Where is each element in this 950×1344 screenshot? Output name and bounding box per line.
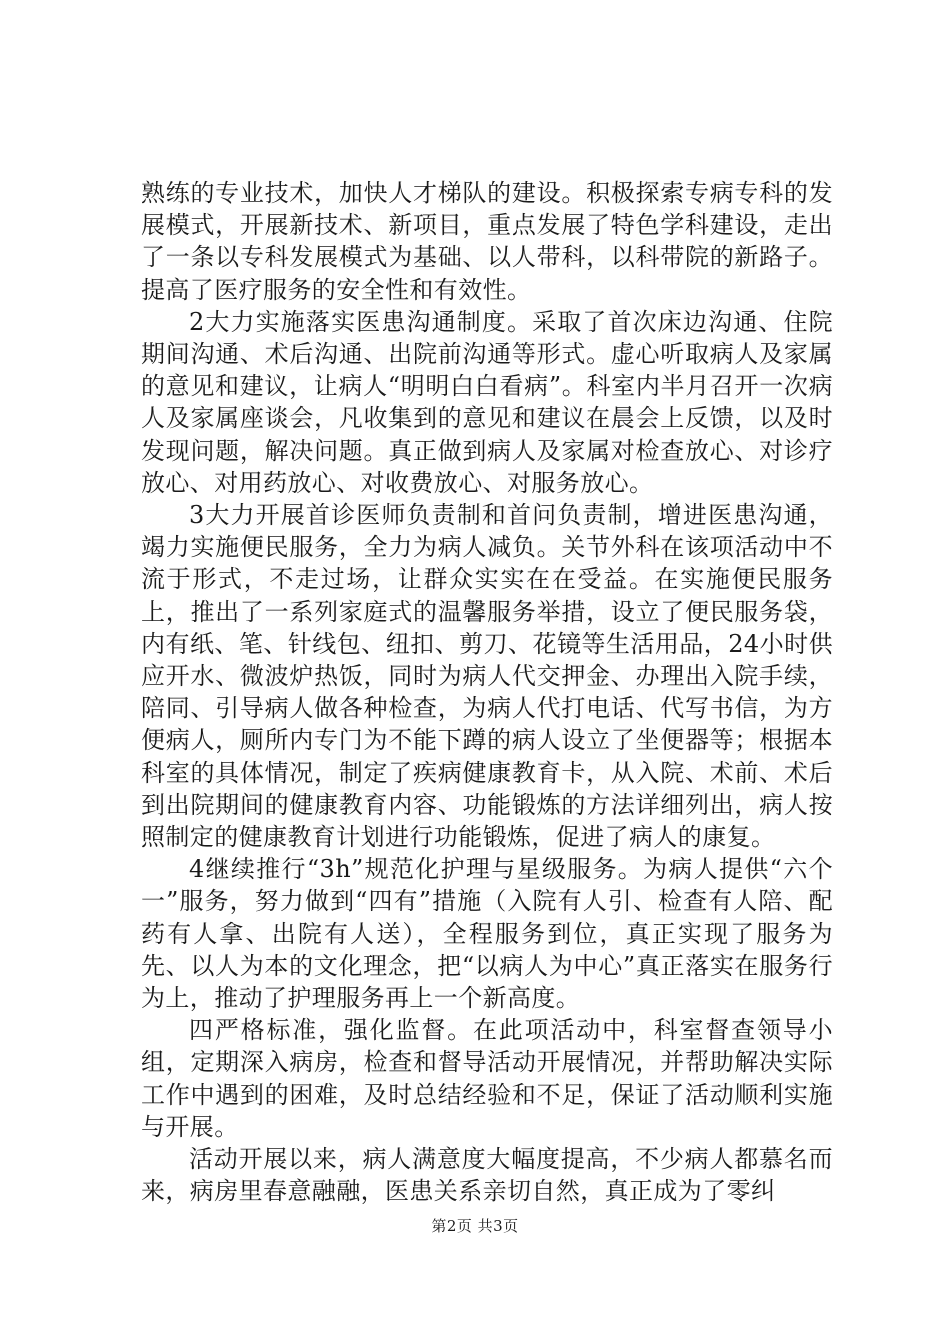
paragraph-5: 四严格标准，强化监督。在此项活动中，科室督查领导小组，定期深入病房，检查和督导活动开展情况，并帮助解决实际工作中遇到的困难，及时总结经验和不足，保证了活动顺利实施与开展。 (141, 1016, 833, 1141)
page-footer: 第2页 共3页 (431, 1217, 519, 1235)
document-body (141, 177, 833, 1208)
paragraph-6: 活动开展以来，病人满意度大幅度提高，不少病人都慕名而来，病房里春意融融，医患关系亲切自然，真正成为了零纠 (141, 1145, 833, 1206)
paragraph-2: 2大力实施落实医患沟通制度。采取了首次床边沟通、住院期间沟通、术后沟通、出院前沟通等形式。虚心听取病人及家属的意见和建议，让病人“明明白白看病”。科室内半月召开一次病人及家属座谈会，凡收集到的意见和建议在晨会上反馈，以及时发现问题，解决问题。真正做到病人及家属对检查放心、对诊疗放心、对用药放心、对收费放心、对服务放心。 (141, 307, 833, 497)
paragraph-1: 熟练的专业技术，加快人才梯队的建设。积极探索专病专科的发展模式，开展新技术、新项目，重点发展了特色学科建设，走出了一条以专科发展模式为基础、以人带科，以科带院的新路子。提高了医疗服务的安全性和有效性。 (141, 179, 833, 304)
paragraph-3: 3大力开展首诊医师负责制和首问负责制，增进医患沟通，竭力实施便民服务，全力为病人减负。关节外科在该项活动中不流于形式，不走过场，让群众实实在在受益。在实施便民服务上，推出了一系列家庭式的温馨服务举措，设立了便民服务袋，内有纸、笔、针线包、纽扣、剪刀、花镜等生活用品，24小时供应开水、微波炉热饭，同时为病人代交押金、办理出入院手续，陪同、引导病人做各种检查，为病人代打电话、代写书信，为方便病人，厕所内专门为不能下蹲的病人设立了坐便器等；根据本科室的具体情况，制定了疾病健康教育卡，从入院、术前、术后到出院期间的健康教育内容、功能锻炼的方法详细列出，病人按照制定的健康教育计划进行功能锻炼，促进了病人的康复。 (141, 501, 833, 852)
paragraph-4: 4继续推行“3h”规范化护理与星级服务。为病人提供“六个一”服务，努力做到“四有”措施（入院有人引、检查有人陪、配药有人拿、出院有人送），全程服务到位，真正实现了服务为先、以人为本的文化理念，把“以病人为中心”真正落实在服务行为上，推动了护理服务再上一个新高度。 (141, 855, 833, 1013)
